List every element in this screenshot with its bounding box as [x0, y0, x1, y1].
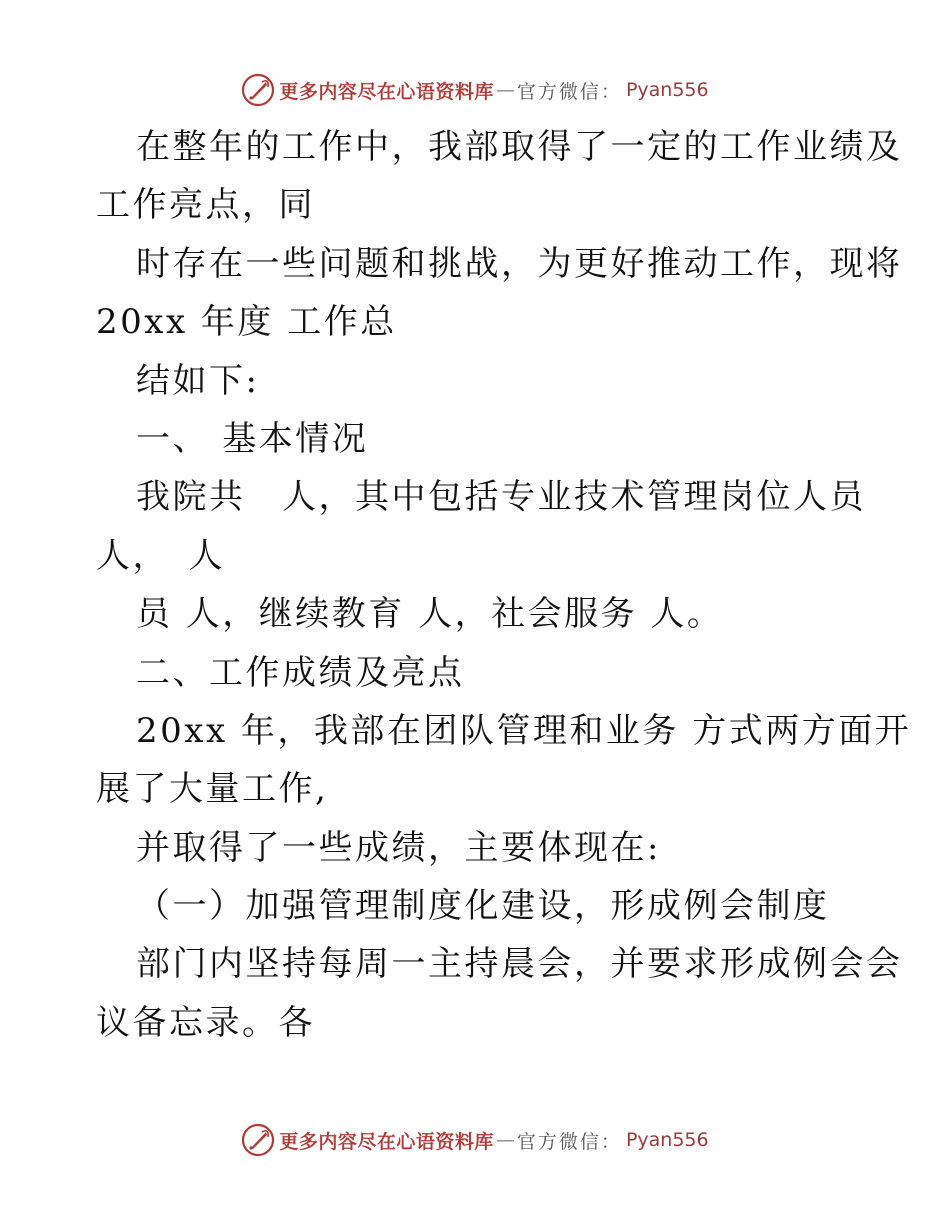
paragraph-line: 工作亮点，同 — [96, 185, 315, 226]
paragraph-line: 部门内坚持每周一主持晨会，并要求形成例会会 — [136, 944, 903, 985]
paragraph-line: 员 人，继续教育 人，社会服务 人。 — [136, 594, 724, 635]
paragraph-line: 人， 人 — [96, 535, 225, 576]
quill-logo-icon — [241, 73, 275, 107]
watermark-id: Pyan556 — [625, 79, 709, 101]
paragraph-line: 时存在一些问题和挑战，为更好推动工作，现将 — [136, 243, 903, 284]
paragraph-line: 二、工作成绩及亮点 — [136, 652, 465, 693]
paragraph-line: 20xx 年度 工作总 — [96, 302, 397, 343]
paragraph-line: 一、 基本情况 — [136, 418, 369, 459]
paragraph-line: 展了大量工作, — [96, 769, 329, 810]
quill-logo-icon — [241, 1123, 275, 1157]
page-footer-watermark — [0, 1120, 950, 1160]
watermark-dash: — — [495, 79, 515, 101]
paragraph-line: 20xx 年，我部在团队管理和业务 方式两方面开 — [136, 710, 912, 751]
paragraph-line: （一）加强管理制度化建设，形成例会制度 — [136, 886, 830, 927]
paragraph-line: 我院共 人，其中包括专业技术管理岗位人员 — [136, 477, 866, 518]
watermark-dash: — — [495, 1129, 515, 1151]
watermark-label: 官方微信： — [516, 80, 622, 103]
paragraph-line: 结如下: — [136, 360, 260, 401]
watermark-label: 官方微信： — [516, 1130, 622, 1153]
paragraph-line: 议备忘录。各 — [96, 1002, 315, 1043]
paragraph-line: 在整年的工作中，我部取得了一定的工作业绩及 — [136, 127, 903, 167]
watermark-id: Pyan556 — [625, 1129, 709, 1151]
paragraph-line: 并取得了一些成绩，主要体现在: — [136, 827, 661, 868]
document-body — [96, 118, 912, 1052]
watermark-brand: 更多内容尽在心语资料库 — [279, 1130, 494, 1153]
watermark-brand: 更多内容尽在心语资料库 — [279, 80, 494, 103]
page-header-watermark — [0, 70, 950, 110]
